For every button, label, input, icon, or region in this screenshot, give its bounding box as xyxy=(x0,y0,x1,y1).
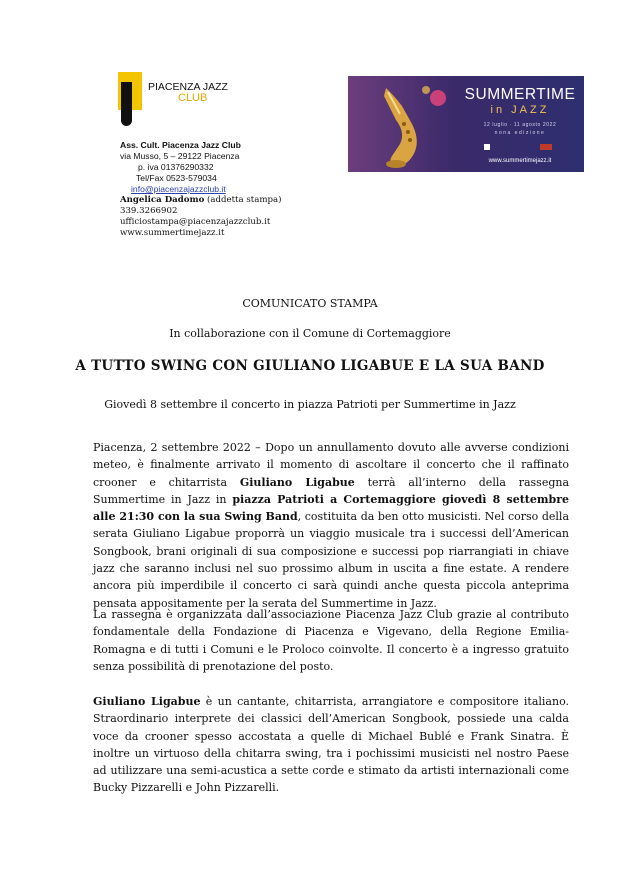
org-phone: Tel/Fax 0523-579034 xyxy=(136,173,217,183)
p1-bold-event: piazza Patrioti a Cortemaggiore giovedì 8 settembre alle 21:30 con la sua Swing Band xyxy=(93,492,569,524)
paragraph-2 xyxy=(93,606,569,675)
contact-block xyxy=(120,140,281,239)
p3-text: è un cantante, chitarrista, arrangiatore e compositore italiano. Straordinario interprete dei classici dell’American Songbook, possiede una calda voce da crooner spesso accostata a quelle di Michael Bublé e Frank Sinatra. È inoltre un virtuoso della chitarra swing, tra i pochissimi musicisti nel nostro Paese ad utilizzare una semi-acustica a sette corde e stimato da artisti internazionali come Bucky Pizzarelli e John Pizzarelli. xyxy=(93,695,570,795)
piacenza-jazz-club-logo xyxy=(118,72,228,130)
press-phone: 339.3266902 xyxy=(120,206,178,216)
pj-logo-icon xyxy=(118,72,142,130)
logo-name-line1: PIACENZA JAZZ xyxy=(148,81,228,93)
p1-bold-name: Giuliano Ligabue xyxy=(239,475,355,489)
p1-text-a: Piacenza, 2 settembre 2022 – Dopo un annullamento dovuto alle avverse condizioni meteo, è finalmente arrivato il momento di ascoltare il concerto che il raffinato crooner e chitarrista xyxy=(93,441,569,489)
press-contact-name: Angelica Dadomo xyxy=(120,195,205,205)
press-email: ufficiostampa@piacenzajazzclub.it xyxy=(120,217,271,227)
paragraph-1 xyxy=(93,439,569,612)
logo-name-line2: CLUB xyxy=(178,92,208,104)
org-name: Ass. Cult. Piacenza Jazz Club xyxy=(120,140,241,150)
org-address: via Musso, 5 – 29122 Piacenza xyxy=(120,151,240,161)
press-release-label: COMUNICATO STAMPA xyxy=(242,297,378,310)
saxophone-icon xyxy=(366,84,456,170)
org-piva: p. iva 01376290332 xyxy=(138,162,214,172)
p3-bold-name: Giuliano Ligabue xyxy=(93,695,201,708)
sponsor-logos xyxy=(482,142,562,152)
collaboration-line: In collaborazione con il Comune di Cortemaggiore xyxy=(169,327,451,340)
banner-title: SUMMERTIME xyxy=(464,86,576,103)
summertime-banner xyxy=(348,76,584,172)
paragraph-3 xyxy=(93,693,569,797)
p1-text-e: , costituita da ben otto musicisti. Nel corso della serata Giuliano Ligabue proporrà un viaggio musicale tra i successi dell’American Songbook, brani originali di sua composizione e successi pop riarrangiati in chiave jazz che saranno inclusi nel suo prossimo album in uscita a fine estate. A rendere ancora più imperdibile il concerto ci sarà quindi anche questa piccola anteprima pensata appositamente per la serata del Summertime in Jazz. xyxy=(93,510,570,610)
banner-subtitle: in JAZZ xyxy=(490,104,550,116)
banner-dates: 12 luglio · 11 agosto 2022 xyxy=(483,122,557,128)
press-contact-role: (addetta stampa) xyxy=(204,195,282,205)
press-contact xyxy=(120,195,281,206)
banner-url: www.summertimejazz.it xyxy=(488,158,552,164)
banner-edition: nona edizione xyxy=(494,130,546,136)
subtitle: Giovedì 8 settembre il concerto in piazza Patrioti per Summertime in Jazz xyxy=(104,398,516,411)
website: www.summertimejazz.it xyxy=(120,228,225,238)
headline: A TUTTO SWING CON GIULIANO LIGABUE E LA SUA BAND xyxy=(75,358,545,374)
org-email-link[interactable]: info@piacenzajazzclub.it xyxy=(131,184,226,194)
p1-text-c: terrà all’interno della rassegna Summertime in Jazz in xyxy=(93,475,570,506)
p2-text: La rassegna è organizzata dall’associazione Piacenza Jazz Club grazie al contributo fondamentale della Fondazione di Piacenza e Vigevano, della Regione Emilia-Romagna e di tutti i Comuni e le Proloco coinvolte. Il concerto è a ingresso gratuito senza possibilità di prenotazione del posto. xyxy=(93,608,569,673)
